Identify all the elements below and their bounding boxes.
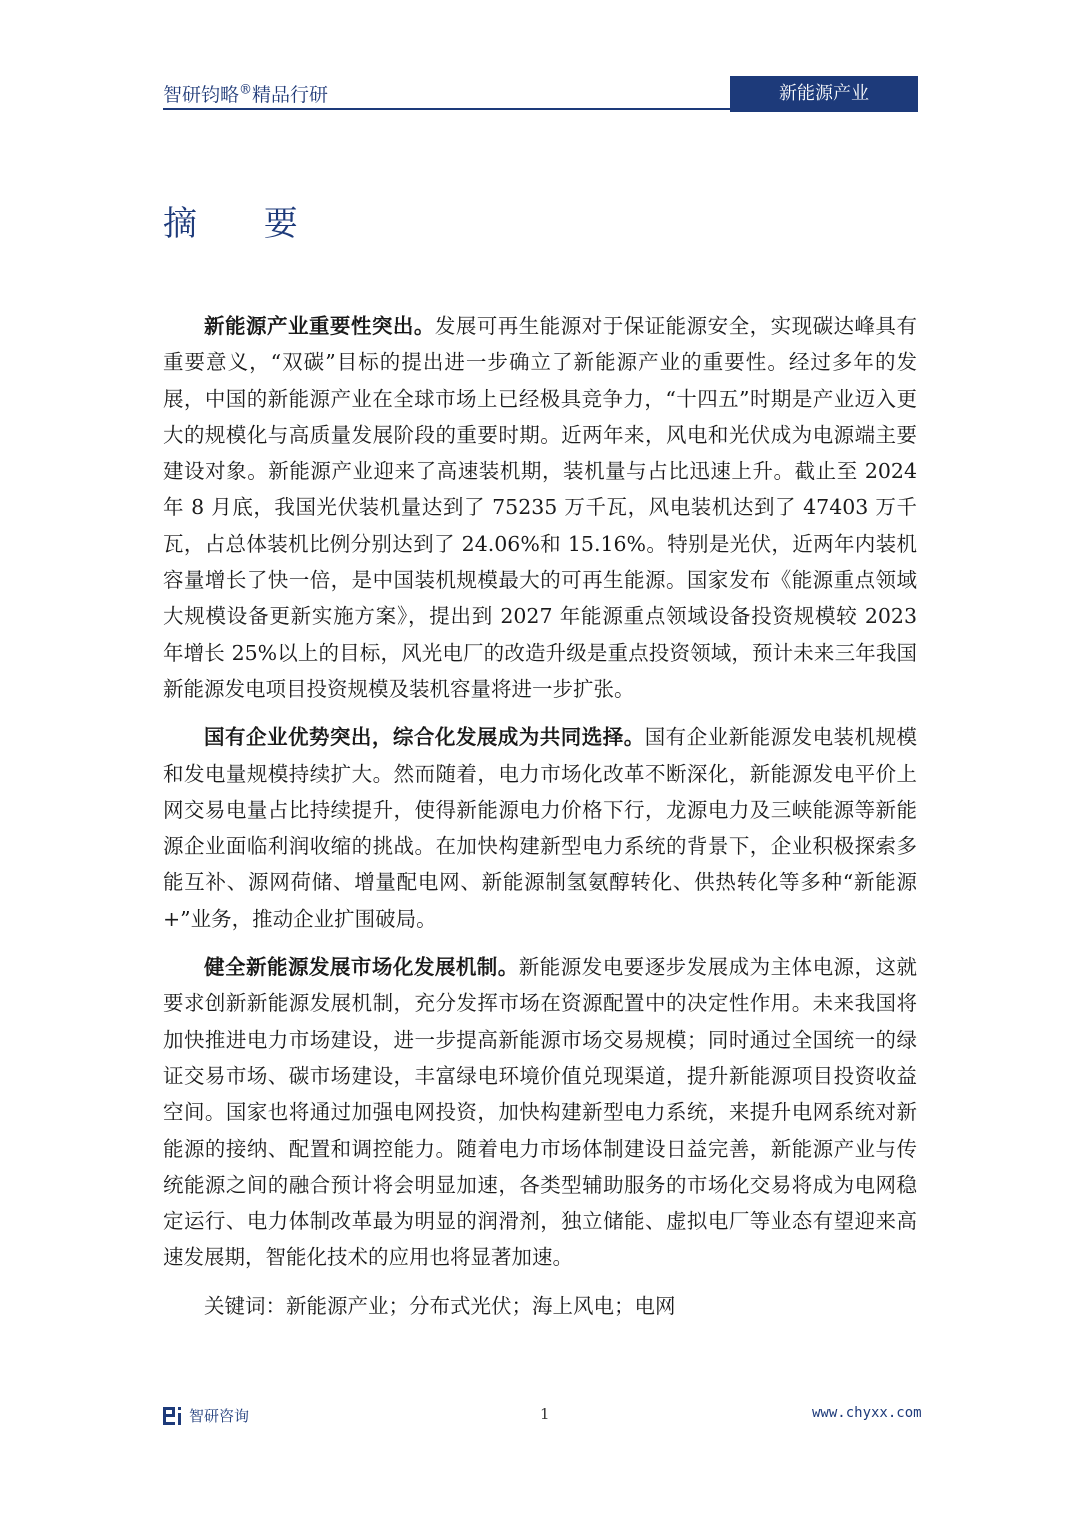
paragraph-3 (163, 949, 917, 1276)
paragraph-text: 国有企业新能源发电装机规模和发电量规模持续扩大。然而随着，电力市场化改革不断深化，新能源发电平价上网交易电量占比持续提升，使得新能源电力价格下行，龙源电力及三峡能源等新能源企业面临利润收缩的挑战。在加快构建新型电力系统的背景下，企业积极探索多能互补、源网荷储、增量配电网、新能源制氢氨醇转化、供热转化等多种“新能源+”业务，推动企业扩围破局。 (163, 725, 918, 931)
website-link[interactable]: www.chyxx.com (812, 1405, 922, 1421)
brand-suffix: 精品行研 (252, 84, 329, 106)
paragraph-2 (163, 719, 917, 937)
keywords: 关键词：新能源产业；分布式光伏；海上风电；电网 (204, 1293, 676, 1318)
page-number: 1 (540, 1405, 550, 1423)
company-logo-icon (163, 1407, 183, 1425)
page-title: 摘 要 (163, 204, 326, 244)
paragraph-text: 发展可再生能源对于保证能源安全，实现碳达峰具有重要意义，“双碳”目标的提出进一步确立了新能源产业的重要性。经过多年的发展，中国的新能源产业在全球市场上已经极具竞争力，“十四五”时期是产业迈入更大的规模化与高质量发展阶段的重要时期。近两年来，风电和光伏成为电源端主要建设对象。新能源产业迎来了高速装机期，装机量与占比迅速上升。截止至 2024 年 8 月底，我国光伏装机量达到了 75235 万千瓦，风电装机达到了 47403 万千瓦，占总体装机比例分别达到了 24.06%和 15.16%。特别是光伏，近两年内装机容量增长了快一倍，是中国装机规模最大的可再生能源。国家发布《能源重点领域大规模设备更新实施方案》，提出到 2027 年能源重点领域设备投资规模较 2023 年增长 25%以上的目标，风光电厂的改造升级是重点投资领域，预计未来三年我国新能源发电项目投资规模及装机容量将进一步扩张。 (163, 314, 918, 701)
paragraph-lead: 健全新能源发展市场化发展机制。 (204, 955, 519, 980)
paragraph-1 (163, 308, 917, 707)
footer-company (163, 1405, 249, 1426)
paragraph-lead: 国有企业优势突出，综合化发展成为共同选择。 (204, 725, 645, 750)
abstract-body (163, 308, 917, 1336)
header-brand (163, 80, 328, 107)
header-section-label: 新能源产业 (730, 76, 918, 112)
header-divider (163, 108, 918, 110)
company-name: 智研咨询 (189, 1407, 250, 1425)
registered-mark: ® (239, 82, 253, 98)
paragraph-lead: 新能源产业重要性突出。 (204, 314, 435, 338)
brand-name: 智研钧略 (163, 84, 240, 106)
paragraph-text: 新能源发电要逐步发展成为主体电源，这就要求创新新能源发展机制，充分发挥市场在资源配置中的决定性作用。未来我国将加快推进电力市场建设，进一步提高新能源市场交易规模；同时通过全国统一的绿证交易市场、碳市场建设，丰富绿电环境价值兑现渠道，提升新能源项目投资收益空间。国家也将通过加强电网投资，加快构建新型电力系统，来提升电网系统对新能源的接纳、配置和调控能力。随着电力市场体制建设日益完善，新能源产业与传统能源之间的融合预计将会明显加速，各类型辅助服务的市场化交易将成为电网稳定运行、电力体制改革最为明显的润滑剂，独立储能、虚拟电厂等业态有望迎来高速发展期，智能化技术的应用也将显著加速。 (163, 955, 918, 1270)
